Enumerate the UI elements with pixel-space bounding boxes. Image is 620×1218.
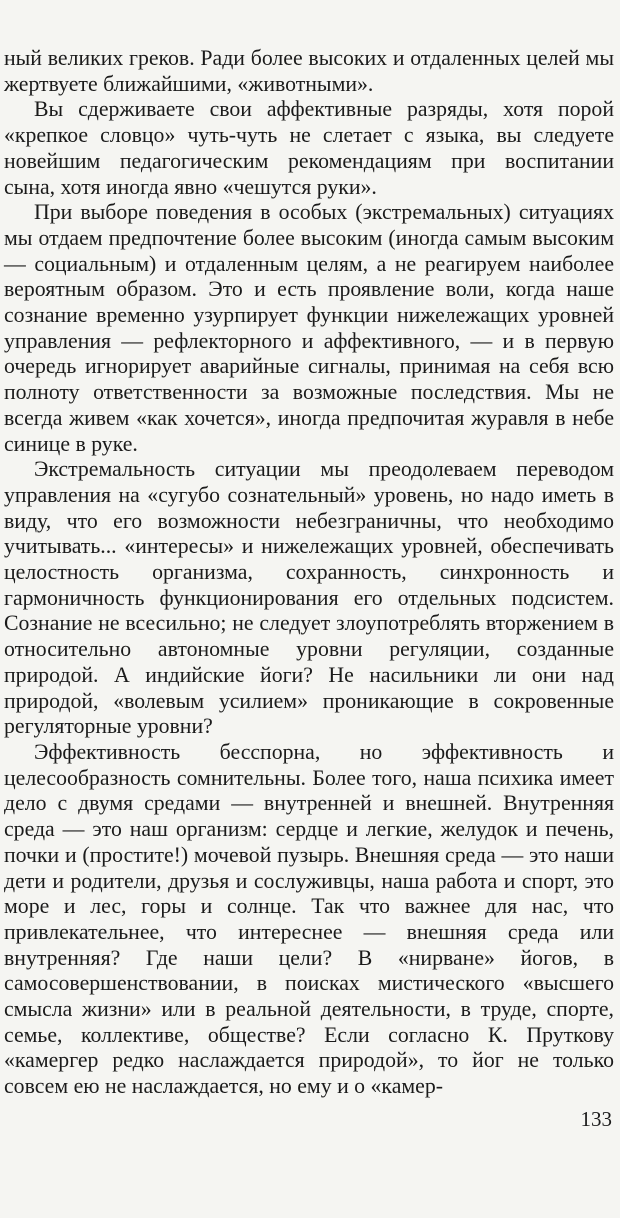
page-number: 133 bbox=[580, 1107, 612, 1131]
paragraph-5: Эффективность бесспорна, но эффективность и целесообразность сомнительны. Более того, наша психика имеет дело с двумя средами — внутренней и внешней. Внутренняя среда — это наш организм: сердце и легкие, желудок и печень, почки и (простите!) мочевой пузырь. Внешняя среда — это наши дети и родители, друзья и сослуживцы, наша работа и спорт, это море и лес, горы и солнце. Так что важнее для нас, что привлекательнее, что интереснее — внешняя среда или внутренняя? Где наши цели? В «нирване» йогов, в самосовершенствовании, в поисках мистического «высшего смысла жизни» или в реальной деятельности, в труде, спорте, семье, коллективе, обществе? Если согласно К. Пруткову «камергер редко наслаждается природой», то йог не только совсем ею не наслаждается, но ему и о «камер- bbox=[4, 739, 614, 1099]
paragraph-3: При выборе поведения в особых (экстремальных) ситуациях мы отдаем предпочтение более высоким (иногда самым высоким — социальным) и отдаленным целям, а не реагируем наиболее вероятным образом. Это и есть проявление воли, когда наше сознание временно узурпирует функции нижележащих уровней управления — рефлекторного и аффективного, — и в первую очередь игнорирует аварийные сигналы, принимая на себя всю полноту ответственности за возможные последствия. Мы не всегда живем «как хочется», иногда предпочитая журавля в небе синице в руке. bbox=[4, 200, 614, 456]
paragraph-1: ный великих греков. Ради более высоких и отдаленных целей мы жертвуете ближайшими, «животными». bbox=[4, 46, 614, 96]
paragraph-2: Вы сдерживаете свои аффективные разряды, хотя порой «крепкое словцо» чуть-чуть не слетает с языка, вы следуете новейшим педагогическим рекомендациям при воспитании сына, хотя иногда явно «чешутся руки». bbox=[4, 97, 614, 199]
paragraph-4: Экстремальность ситуации мы преодолеваем переводом управления на «сугубо сознательный» уровень, но надо иметь в виду, что его возможности небезграничны, что необходимо учитывать... «интересы» и нижележащих уровней, обеспечивать целостность организма, сохранность, синхронность и гармоничность функционирования его отдельных подсистем. Сознание не всесильно; не следует злоупотреблять вторжением в относительно автономные уровни регуляции, созданные природой. А индийские йоги? Не насильники ли они над природой, «волевым усилием» проникающие в сокровенные регуляторные уровни? bbox=[4, 457, 614, 739]
body-text bbox=[4, 46, 614, 1100]
